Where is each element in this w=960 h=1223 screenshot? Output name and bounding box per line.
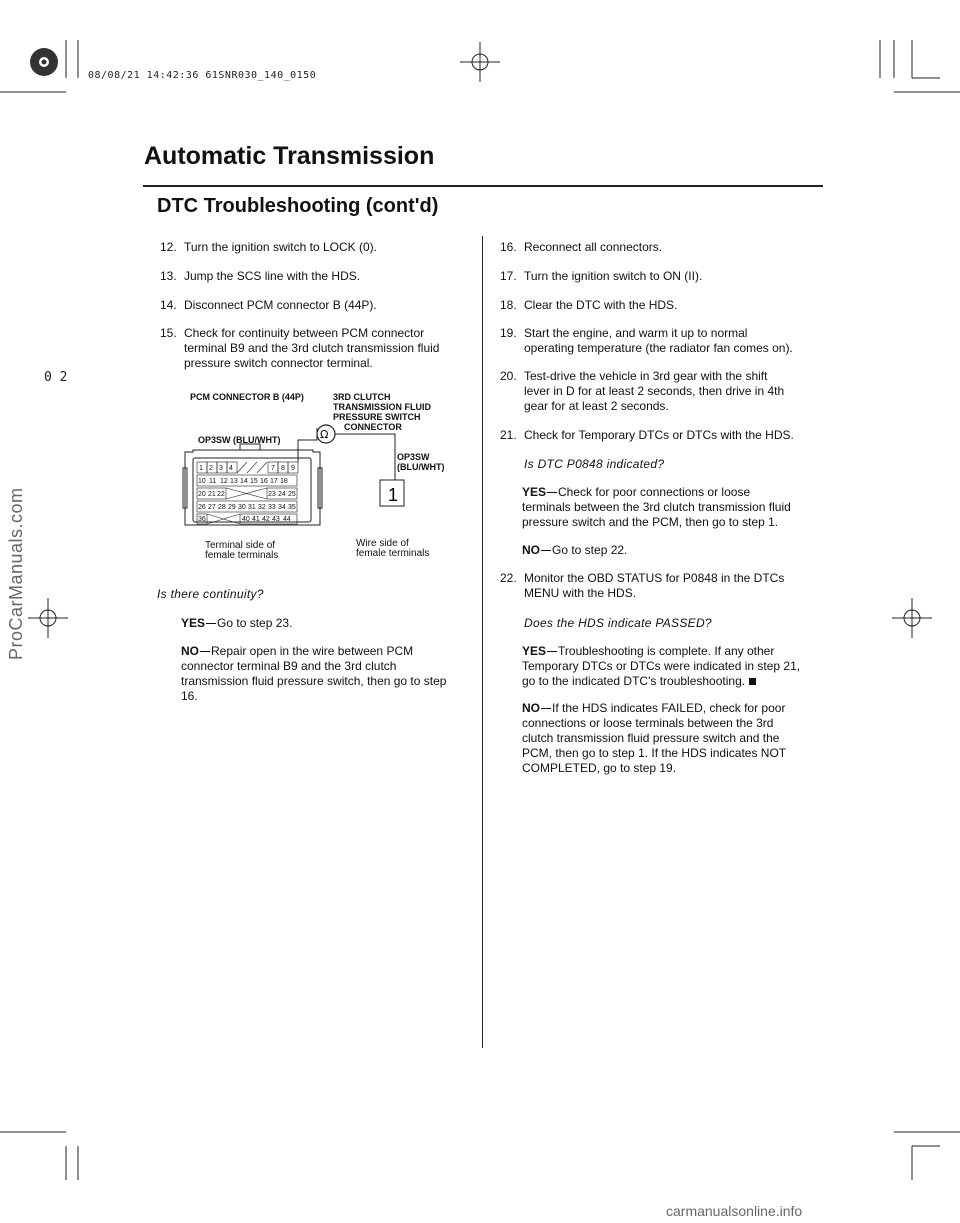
pcm-connector-label: PCM CONNECTOR B (44P) <box>190 392 304 402</box>
step-12: 12. Turn the ignition switch to LOCK (0). <box>160 240 377 254</box>
pin: 15 <box>250 478 258 485</box>
step-22: 22. Monitor the OBD STATUS for P0848 in the DTCs MENU with the HDS. <box>500 571 785 600</box>
column-divider <box>482 236 483 1048</box>
step-16: 16. Reconnect all connectors. <box>500 240 663 254</box>
step-19: 19. Start the engine, and warm it up to normal operating temperature (the radiator fan comes on). <box>500 326 793 355</box>
pin: 16 <box>260 478 268 485</box>
question-dtc-indicated: Is DTC P0848 indicated? <box>524 457 665 471</box>
step-13: 13. Jump the SCS line with the HDS. <box>160 269 361 283</box>
pin: 43 <box>272 516 280 523</box>
print-stamp: 08/08/21 14:42:36 61SNR030_140_0150 <box>88 70 317 81</box>
pin: 18 <box>280 478 288 485</box>
pin: 10 <box>198 478 206 485</box>
wire-label-right-2: (BLU/WHT) <box>397 462 445 472</box>
step-20: 20. Test-drive the vehicle in 3rd gear with the shift lever in D for at least 2 seconds, then drive in 4th gear for at least 2 seconds. <box>500 369 785 413</box>
step-21: 21. Check for Temporary DTCs or DTCs with the HDS. <box>500 428 794 442</box>
title-rule <box>143 185 823 187</box>
caption-wire-side-1: Wire side of <box>356 538 409 549</box>
ohm-symbol: Ω <box>320 428 329 441</box>
pin: 31 <box>248 504 256 511</box>
side-watermark: ProCarManuals.com <box>6 487 26 660</box>
pin: 14 <box>240 478 248 485</box>
pin: 21 <box>208 491 216 498</box>
answer-no-2: NO Go to step 22. <box>522 543 628 557</box>
sensor-label-1: 3RD CLUTCH <box>333 392 391 402</box>
answer-yes-1: YES Go to step 23. <box>181 616 293 630</box>
pin: 13 <box>230 478 238 485</box>
answer-yes-2: YES Check for poor connections or loose terminals between the 3rd clutch transmission fluid pressure switch and the PCM, then go to step 1. <box>522 485 791 529</box>
answer-no-1: NO Repair open in the wire between PCM connector terminal B9 and the 3rd clutch transmission fluid pressure switch, then go to step 16. <box>181 644 447 703</box>
section-title: DTC Troubleshooting (cont'd) <box>157 195 439 217</box>
wire-label-left: OP3SW (BLU/WHT) <box>198 435 281 445</box>
sensor-label-4: CONNECTOR <box>344 422 402 432</box>
pin: 41 <box>252 516 260 523</box>
question-hds-passed: Does the HDS indicate PASSED? <box>524 616 712 630</box>
pin: 17 <box>270 478 278 485</box>
pin: 12 <box>220 478 228 485</box>
step-15: 15. Check for continuity between PCM connector terminal B9 and the 3rd clutch transmission fluid pressure switch connector terminal. <box>160 326 440 370</box>
pin: 9 <box>291 465 295 472</box>
pin: 24 <box>278 491 286 498</box>
caption-terminal-side-1: Terminal side of <box>205 540 276 551</box>
pin: 4 <box>229 465 233 472</box>
side-number: 0 2 <box>44 370 68 385</box>
step-17: 17. Turn the ignition switch to ON (II). <box>500 269 703 283</box>
pin: 22 <box>217 491 225 498</box>
sensor-label-2: TRANSMISSION FLUID <box>333 402 431 412</box>
pin: 8 <box>281 465 285 472</box>
pin: 33 <box>268 504 276 511</box>
caption-terminal-side-2: female terminals <box>205 550 279 561</box>
answer-no-3: NO If the HDS indicates FAILED, check for poor connections or loose terminals between the 3rd clutch transmission fluid pressure switch and the PCM, then go to step 1. If the HDS indicates NOT COMPLETED, go to step 19. <box>522 701 787 775</box>
step-18: 18. Clear the DTC with the HDS. <box>500 298 678 312</box>
pin: 29 <box>228 504 236 511</box>
answer-yes-3: YES Troubleshooting is complete. If any other Temporary DTCs or DTCs were indicated in step 21, go to the indicated DTC's troubleshooting. <box>522 644 801 688</box>
end-mark-icon <box>749 678 756 685</box>
pin: 42 <box>262 516 270 523</box>
pin-1: 1 <box>388 485 399 505</box>
page-title: Automatic Transmission <box>144 142 435 170</box>
pin: 35 <box>288 504 296 511</box>
pin: 20 <box>198 491 206 498</box>
pin: 2 <box>209 465 213 472</box>
pin: 23 <box>268 491 276 498</box>
pin: 1 <box>199 465 203 472</box>
pin: 28 <box>218 504 226 511</box>
pin: 32 <box>258 504 266 511</box>
bottom-watermark: carmanualsonline.info <box>666 1203 803 1219</box>
step-14: 14. Disconnect PCM connector B (44P). <box>160 298 377 312</box>
pin: 30 <box>238 504 246 511</box>
pin: 11 <box>209 478 217 485</box>
caption-wire-side-2: female terminals <box>356 548 430 559</box>
pin: 3 <box>219 465 223 472</box>
pin: 27 <box>208 504 216 511</box>
wire-label-right-1: OP3SW <box>397 452 430 462</box>
pin: 36 <box>198 516 206 523</box>
pin: 34 <box>278 504 286 511</box>
sensor-label-3: PRESSURE SWITCH <box>333 412 421 422</box>
question-continuity: Is there continuity? <box>157 587 264 601</box>
pin: 26 <box>198 504 206 511</box>
pin: 25 <box>288 491 296 498</box>
connector-diagram <box>180 400 440 540</box>
pin: 40 <box>242 516 250 523</box>
pin: 44 <box>283 516 291 523</box>
pin: 7 <box>271 465 275 472</box>
